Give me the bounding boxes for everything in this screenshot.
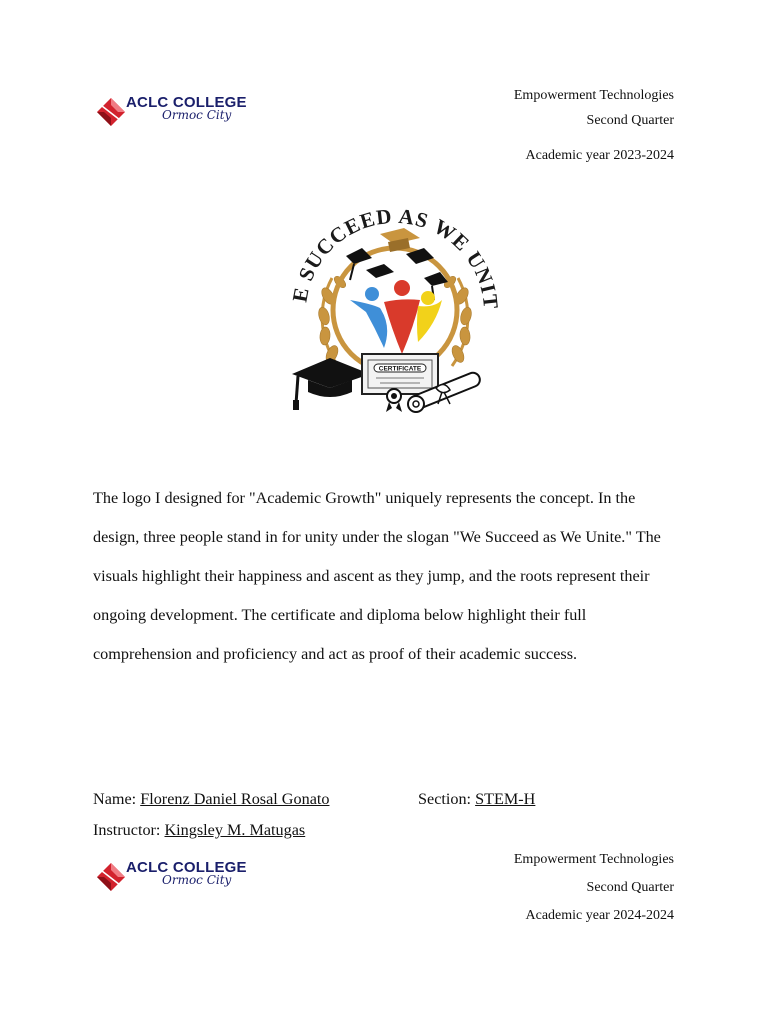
aclc-diamond-icon [94,92,130,132]
academic-year: Academic year 2023-2024 [525,148,674,163]
mortarboard-icon [292,358,370,410]
logo-tagline: Ormoc City [162,108,232,122]
subject-title: Empowerment Technologies [513,88,674,103]
logo-name: ACLC COLLEGE [126,859,247,876]
name-field [93,789,329,809]
instructor-value: Kingsley M. Matugas [164,821,306,839]
logo-tagline: Ormoc City [162,873,232,887]
logo-description-paragraph: The logo I designed for "Academic Growth" uniquely represents the concept. In the design, three people stand in for unity under the slogan "We Succeed as We Unite." The visuals highlight their happiness and ascent as they jump, and the roots represent their ongoing development. The certificate and diploma below highlight their full comprehension and proficiency and act as proof of their academic success. [93,489,661,663]
emblem-slogan: E SUCCEED AS WE UNIT [288,208,502,311]
aclc-college-logo [94,857,247,897]
subject-title: Empowerment Technologies [513,852,674,867]
quarter-label: Second Quarter [586,880,674,895]
next-page-header [0,851,768,951]
aclc-diamond-icon [94,857,130,897]
name-label: Name: [93,790,137,808]
three-people-icon [350,280,442,354]
instructor-field [93,820,305,840]
quarter-label: Second Quarter [586,113,674,128]
logo-name: ACLC COLLEGE [126,94,247,111]
section-field [418,789,535,809]
certificate-label: CERTIFICATE [378,365,422,373]
academic-growth-emblem [288,208,502,414]
page-header [0,86,768,186]
instructor-label: Instructor: [93,821,161,839]
section-value: STEM-H [475,790,536,808]
aclc-college-logo [94,92,247,132]
section-label: Section: [418,790,472,808]
academic-year: Academic year 2024-2024 [525,908,674,923]
name-value: Florenz Daniel Rosal Gonato [140,790,330,808]
